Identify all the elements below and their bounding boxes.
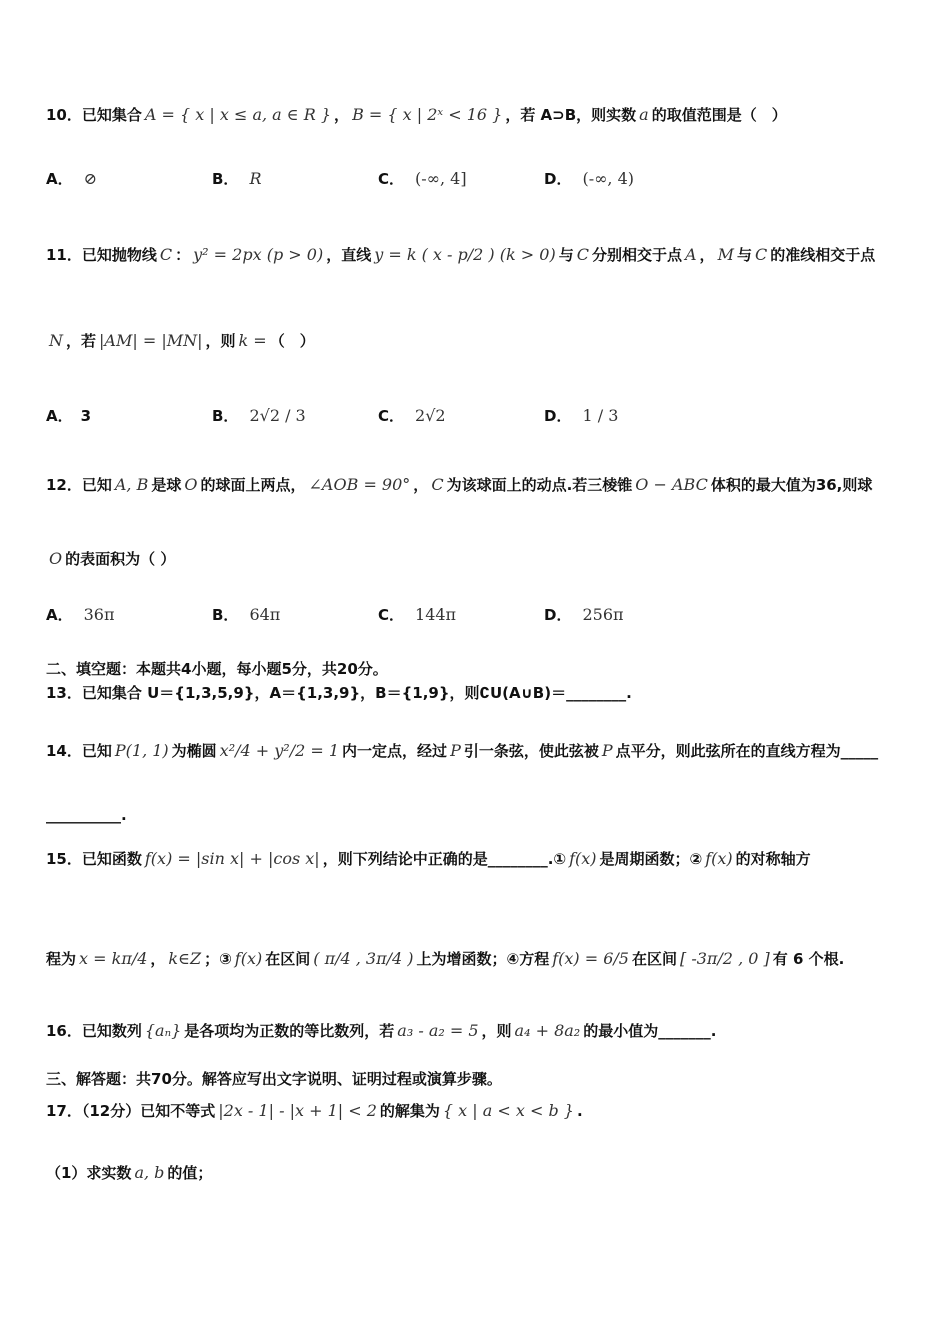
q10-set-b: B = { x | 2ˣ < 16 } [352,105,503,124]
q16-text: 是各项均为正数的等比数列，若 [184,1022,395,1040]
option-value: 144π [415,605,457,624]
q10-option-d[interactable] [544,168,637,189]
option-value: 64π [249,605,281,624]
option-value: 2√2 / 3 [249,406,306,425]
q13-text: 13．已知集合 U＝{1,3,5,9}，A＝{1,3,9}，B＝{1,9}，则∁U(A∪B)＝________. [46,684,632,702]
q12-option-c[interactable] [378,604,459,625]
q14-point-p: P [450,741,461,760]
q11-text: ， [699,246,715,264]
q10-option-b[interactable] [212,168,264,189]
q16-text: 的最小值为_______. [583,1022,717,1040]
question-11-cont [46,330,910,351]
option-label: D． [544,606,572,624]
q16-expression: a₄ + 8a₂ [514,1021,581,1040]
q15-text: 15．已知函数 [46,850,142,868]
option-label: B． [212,606,239,624]
option-value: 1 / 3 [582,406,619,425]
q12-sphere-o: O [49,549,63,568]
q16-sequence: {aₙ} [144,1021,182,1040]
q17-text: 17．（12分）已知不等式 [46,1102,216,1120]
q11-text: ： [175,246,191,264]
q15-text: 上为增函数；④方程 [416,950,550,968]
option-value: R [249,169,262,188]
option-label: B． [212,407,239,425]
q12-sphere-o: O [184,475,198,494]
q15-interval-1: ( π/4 , 3π/4 ) [313,949,414,968]
question-14 [46,740,910,761]
question-14-cont [46,806,910,824]
q12-points-ab: A, B [114,475,149,494]
q14-point-p: P [601,741,613,760]
q10-set-a: A = { x | x ≤ a, a ∈ R } [144,105,332,124]
q10-stem-end: 的取值范围是（ ） [651,106,787,124]
q10-comma: ， [334,106,350,124]
option-value: 256π [582,605,624,624]
q11-condition: |AM| = |MN| [99,331,203,350]
question-12 [46,474,910,495]
q10-stem-prefix: 10．已知集合 [46,106,142,124]
q11-option-a[interactable] [46,405,91,426]
q11-point-a: A [684,245,697,264]
q11-k: k = [238,331,267,350]
q15-text: ，则下列结论中正确的是________.① [322,850,567,868]
q10-var-a: a [639,105,649,124]
q15-text: 是周期函数；② [599,850,703,868]
q12-text: 体积的最大值为36,则球 [710,476,873,494]
question-12-cont [46,548,910,569]
q11-text: ，则 [205,332,236,350]
q12-text: 的表面积为（ ） [65,550,176,568]
q17-sub1-text: 的值； [167,1164,213,1182]
q11-curve-c: C [159,245,173,264]
option-value: 3 [80,406,92,425]
q14-text: 14．已知 [46,742,112,760]
q14-text: 点平分，则此弦所在的直线方程为_____ [615,742,879,760]
q15-axis: x = kπ/4 [79,949,148,968]
q15-text: ；③ [204,950,232,968]
question-13 [46,682,910,703]
q17-text: . [576,1101,583,1120]
option-label: C． [378,170,405,188]
question-17-part-1 [46,1162,910,1183]
option-value: (-∞, 4) [582,169,635,188]
q15-k-in-z: k∈Z [168,949,202,968]
q14-text: 引一条弦，使此弦被 [463,742,599,760]
q17-sub1-text: （1）求实数 [46,1164,132,1182]
q12-text: 为该球面上的动点.若三棱锥 [446,476,633,494]
q11-option-d[interactable] [544,405,621,426]
question-17 [46,1100,910,1121]
q14-text: 内一定点，经过 [342,742,448,760]
q11-text: 11．已知抛物线 [46,246,157,264]
section-3-heading: 三、解答题：共70分。解答应写出文字说明、证明过程或演算步骤。 [46,1070,502,1088]
q14-ellipse-eq: x²/4 + y²/2 = 1 [219,741,340,760]
option-value: ⊘ [83,169,98,188]
q15-text: 在区间 [265,950,311,968]
q12-point-c: C [431,475,444,494]
q17-text: 的解集为 [379,1102,440,1120]
option-label: B． [212,170,239,188]
q15-fx: f(x) [569,849,597,868]
option-label: A． [46,170,73,188]
question-15 [46,848,910,869]
q10-option-c[interactable] [378,168,470,189]
option-label: A． [46,407,73,425]
option-label: D． [544,407,572,425]
q12-text: 的球面上两点， [200,476,306,494]
q11-text: ，若 [66,332,97,350]
q12-option-d[interactable] [544,604,627,625]
q10-option-a[interactable] [46,168,100,189]
q12-angle: ∠AOB = 90° [308,475,411,494]
question-16 [46,1020,910,1041]
question-15-cont [46,948,910,969]
q11-text: 的准线相交于点 [770,246,876,264]
q16-text: 16．已知数列 [46,1022,142,1040]
question-11 [46,244,910,265]
q11-text: ，直线 [326,246,372,264]
q11-point-m: M [717,245,734,264]
q14-answer-blank[interactable]: __________. [46,806,127,824]
q17-inequality: |2x - 1| - |x + 1| < 2 [218,1101,377,1120]
q11-curve-c: C [576,245,589,264]
q11-option-c[interactable] [378,405,449,426]
q11-text: 分别相交于点 [591,246,682,264]
q15-fx: f(x) [705,849,733,868]
q11-parabola-eq: y² = 2px (p > 0) [193,245,324,264]
q15-text: ， [150,950,166,968]
q15-function: f(x) = |sin x| + |cos x| [144,849,320,868]
q14-point-p: P(1, 1) [114,741,169,760]
q12-option-a[interactable] [46,604,117,625]
q16-text: ，则 [481,1022,512,1040]
q15-fx: f(x) [234,949,263,968]
q17-sub1-vars: a, b [134,1163,165,1182]
q15-text: 程为 [46,950,77,968]
q12-text: 是球 [151,476,182,494]
option-value: 36π [83,605,115,624]
section-2-heading: 二、填空题：本题共4小题，每小题5分，共20分。 [46,660,388,678]
q11-point-n: N [49,331,63,350]
q11-option-b[interactable] [212,405,309,426]
q16-condition: a₃ - a₂ = 5 [397,1021,479,1040]
option-label: D． [544,170,572,188]
q11-text: （ ） [269,332,315,350]
q15-interval-2: [ -3π/2 , 0 ] [679,949,770,968]
question-10 [46,104,910,125]
option-label: C． [378,407,405,425]
q15-text: 的对称轴方 [735,850,811,868]
q11-text: 与 [558,246,574,264]
q12-text: ， [413,476,429,494]
q17-solution-set: { x | a < x < b } [442,1101,574,1120]
q11-curve-c: C [754,245,768,264]
q10-stem-middle: ，若 A⊃B，则实数 [505,106,637,124]
option-value: 2√2 [415,406,446,425]
q12-tetrahedron: O − ABC [635,475,708,494]
option-value: (-∞, 4] [415,169,467,188]
q15-text: 在区间 [631,950,677,968]
option-label: A． [46,606,73,624]
q12-text: 12．已知 [46,476,112,494]
q11-text: 与 [736,246,752,264]
q15-equation: f(x) = 6/5 [552,949,629,968]
q12-option-b[interactable] [212,604,283,625]
q11-line-eq: y = k ( x - p/2 ) (k > 0) [374,245,556,264]
q15-text: 有 6 个根. [772,950,845,968]
q14-text: 为椭圆 [171,742,217,760]
option-label: C． [378,606,405,624]
